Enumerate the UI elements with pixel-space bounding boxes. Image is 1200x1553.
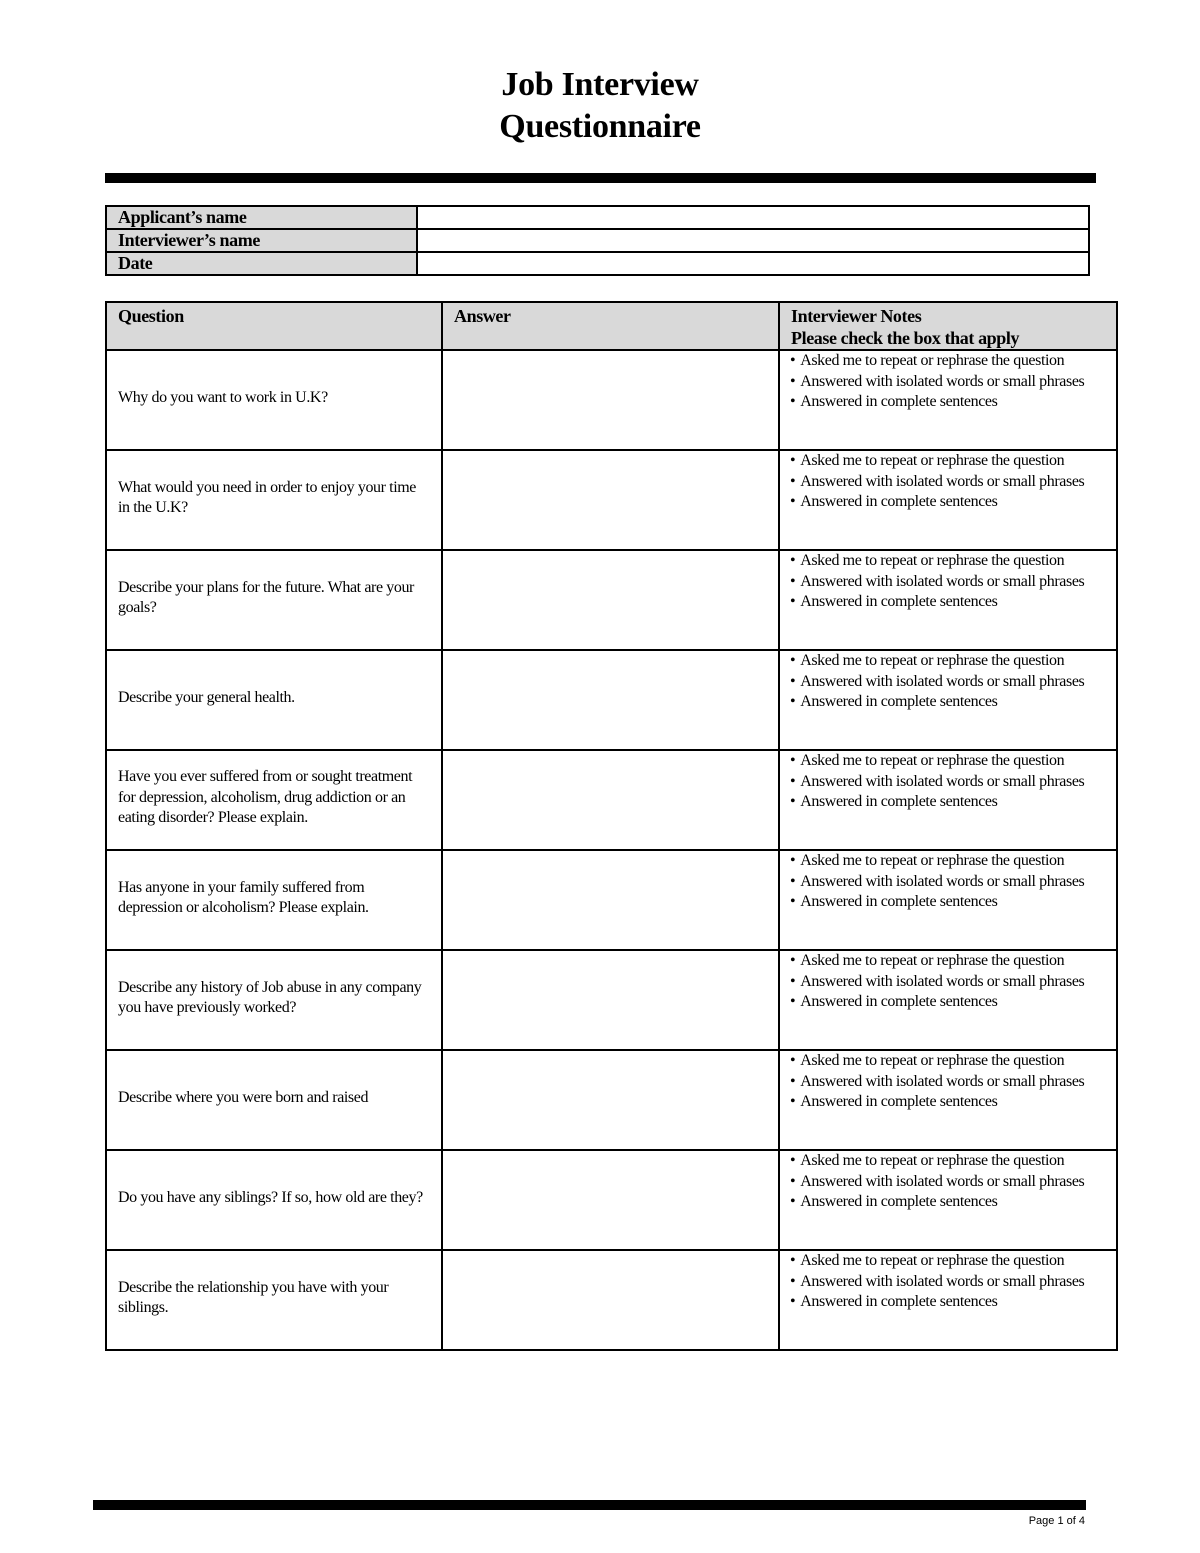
notes-options-list <box>790 951 1110 1013</box>
question-cell <box>106 950 442 1050</box>
note-option[interactable]: • Answered in complete sentences <box>790 392 1110 413</box>
applicant-name-row <box>106 206 1089 229</box>
question-text: Describe your general health. <box>118 688 295 706</box>
answer-field[interactable] <box>442 450 779 550</box>
note-option[interactable]: • Answered with isolated words or small phrases <box>790 772 1110 793</box>
table-row <box>106 750 1117 850</box>
note-option[interactable]: • Answered in complete sentences <box>790 892 1110 913</box>
question-cell <box>106 550 442 650</box>
note-option[interactable]: • Answered with isolated words or small phrases <box>790 1072 1110 1093</box>
interviewer-notes-cell <box>779 1250 1117 1350</box>
note-option[interactable]: • Answered in complete sentences <box>790 492 1110 513</box>
note-option[interactable]: • Answered in complete sentences <box>790 692 1110 713</box>
note-option[interactable]: • Asked me to repeat or rephrase the question <box>790 451 1110 472</box>
note-option[interactable]: • Answered with isolated words or small phrases <box>790 872 1110 893</box>
question-cell <box>106 650 442 750</box>
table-row <box>106 650 1117 750</box>
note-option[interactable]: • Asked me to repeat or rephrase the question <box>790 1251 1110 1272</box>
note-option[interactable]: • Answered with isolated words or small phrases <box>790 1272 1110 1293</box>
question-cell <box>106 1250 442 1350</box>
notes-options-list <box>790 651 1110 713</box>
notes-header-title: Interviewer Notes <box>791 306 922 326</box>
note-option[interactable]: • Answered in complete sentences <box>790 992 1110 1013</box>
notes-header-instruction: Please check the box that apply <box>791 328 1020 348</box>
title-line-1: Job Interview <box>501 66 699 103</box>
date-field[interactable] <box>417 252 1089 275</box>
interviewer-name-row <box>106 229 1089 252</box>
note-option[interactable]: • Answered in complete sentences <box>790 1192 1110 1213</box>
applicant-name-field[interactable] <box>417 206 1089 229</box>
question-column-header: Question <box>106 302 442 350</box>
answer-field[interactable] <box>442 1050 779 1150</box>
note-option[interactable]: • Answered in complete sentences <box>790 792 1110 813</box>
note-option[interactable]: • Asked me to repeat or rephrase the question <box>790 651 1110 672</box>
applicant-info-table <box>105 205 1090 276</box>
answer-field[interactable] <box>442 650 779 750</box>
notes-options-list <box>790 351 1110 413</box>
question-text: Describe the relationship you have with your siblings. <box>118 1278 389 1316</box>
answer-field[interactable] <box>442 350 779 450</box>
table-row <box>106 550 1117 650</box>
question-text: Describe your plans for the future. What are your goals? <box>118 578 414 616</box>
questions-table <box>105 301 1118 1351</box>
applicant-name-label: Applicant’s name <box>106 206 417 229</box>
question-text: What would you need in order to enjoy your time in the U.K? <box>118 478 417 516</box>
note-option[interactable]: • Asked me to repeat or rephrase the question <box>790 551 1110 572</box>
table-row <box>106 1150 1117 1250</box>
notes-options-list <box>790 1151 1110 1213</box>
note-option[interactable]: • Answered with isolated words or small phrases <box>790 472 1110 493</box>
notes-options-list <box>790 851 1110 913</box>
answer-field[interactable] <box>442 750 779 850</box>
note-option[interactable]: • Asked me to repeat or rephrase the question <box>790 351 1110 372</box>
answer-column-header: Answer <box>442 302 779 350</box>
question-cell <box>106 1150 442 1250</box>
note-option[interactable]: • Asked me to repeat or rephrase the question <box>790 851 1110 872</box>
notes-column-header <box>779 302 1117 350</box>
table-row <box>106 1050 1117 1150</box>
answer-field[interactable] <box>442 850 779 950</box>
note-option[interactable]: • Answered with isolated words or small phrases <box>790 1172 1110 1193</box>
notes-options-list <box>790 1251 1110 1313</box>
questions-header-row <box>106 302 1117 350</box>
question-cell <box>106 850 442 950</box>
table-row <box>106 350 1117 450</box>
interviewer-notes-cell <box>779 650 1117 750</box>
note-option[interactable]: • Answered in complete sentences <box>790 1092 1110 1113</box>
notes-options-list <box>790 1051 1110 1113</box>
question-text: Have you ever suffered from or sought treatment for depression, alcoholism, drug addiction or an eating disorder? Please explain. <box>118 768 413 827</box>
footer-divider <box>93 1500 1086 1510</box>
notes-options-list <box>790 451 1110 513</box>
note-option[interactable]: • Answered with isolated words or small phrases <box>790 372 1110 393</box>
page-title <box>0 64 1200 148</box>
question-text: Do you have any siblings? If so, how old are they? <box>118 1188 423 1206</box>
note-option[interactable]: • Asked me to repeat or rephrase the question <box>790 951 1110 972</box>
interviewer-name-label: Interviewer’s name <box>106 229 417 252</box>
note-option[interactable]: • Answered with isolated words or small phrases <box>790 672 1110 693</box>
answer-field[interactable] <box>442 950 779 1050</box>
questions-table-body <box>106 350 1117 1350</box>
date-row <box>106 252 1089 275</box>
interviewer-notes-cell <box>779 750 1117 850</box>
interviewer-notes-cell <box>779 1050 1117 1150</box>
note-option[interactable]: • Asked me to repeat or rephrase the question <box>790 1051 1110 1072</box>
notes-options-list <box>790 551 1110 613</box>
interviewer-notes-cell <box>779 850 1117 950</box>
date-label: Date <box>106 252 417 275</box>
note-option[interactable]: • Asked me to repeat or rephrase the question <box>790 1151 1110 1172</box>
note-option[interactable]: • Answered with isolated words or small phrases <box>790 572 1110 593</box>
interviewer-notes-cell <box>779 550 1117 650</box>
note-option[interactable]: • Answered in complete sentences <box>790 592 1110 613</box>
interviewer-notes-cell <box>779 350 1117 450</box>
note-option[interactable]: • Asked me to repeat or rephrase the question <box>790 751 1110 772</box>
table-row <box>106 850 1117 950</box>
interviewer-notes-cell <box>779 1150 1117 1250</box>
question-cell <box>106 750 442 850</box>
answer-field[interactable] <box>442 550 779 650</box>
header-divider <box>105 173 1096 183</box>
question-cell <box>106 1050 442 1150</box>
interviewer-notes-cell <box>779 450 1117 550</box>
interviewer-name-field[interactable] <box>417 229 1089 252</box>
answer-field[interactable] <box>442 1250 779 1350</box>
note-option[interactable]: • Answered with isolated words or small phrases <box>790 972 1110 993</box>
table-row <box>106 450 1117 550</box>
question-cell <box>106 450 442 550</box>
table-row <box>106 1250 1117 1350</box>
notes-options-list <box>790 751 1110 813</box>
note-option[interactable]: • Answered in complete sentences <box>790 1292 1110 1313</box>
question-text: Describe any history of Job abuse in any company you have previously worked? <box>118 978 422 1016</box>
question-text: Has anyone in your family suffered from depression or alcoholism? Please explain. <box>118 878 369 916</box>
title-line-2: Questionnaire <box>499 108 701 145</box>
interviewer-notes-cell <box>779 950 1117 1050</box>
page-number: Page 1 of 4 <box>1028 1515 1085 1527</box>
table-row <box>106 950 1117 1050</box>
question-text: Why do you want to work in U.K? <box>118 388 328 406</box>
answer-field[interactable] <box>442 1150 779 1250</box>
question-cell <box>106 350 442 450</box>
question-text: Describe where you were born and raised <box>118 1088 369 1106</box>
